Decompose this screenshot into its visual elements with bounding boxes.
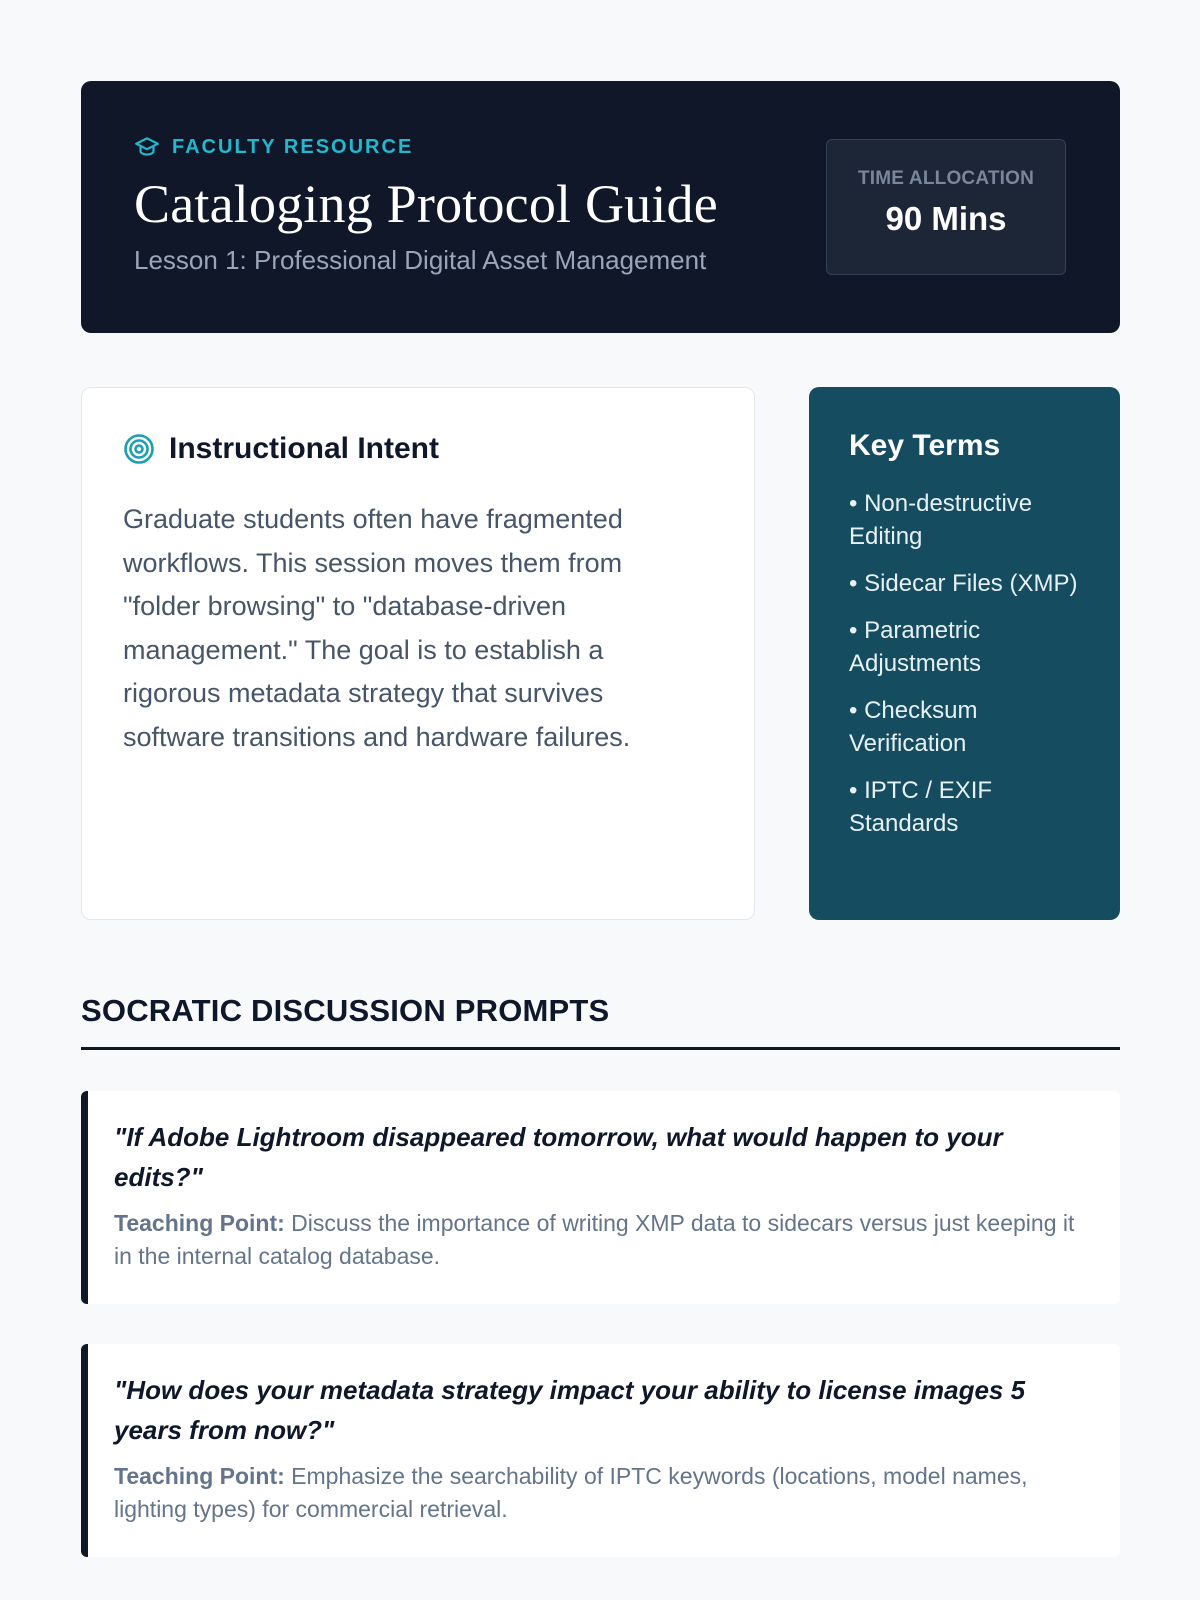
discussion-prompt-card bbox=[81, 1344, 1120, 1557]
key-term-item: • Sidecar Files (XMP) bbox=[849, 570, 1078, 597]
key-terms-title: Key Terms bbox=[849, 429, 1001, 462]
graduation-cap-icon bbox=[134, 134, 160, 160]
prompt-question: "If Adobe Lightroom disappeared tomorrow, what would happen to your edits?" bbox=[114, 1122, 1003, 1192]
header-banner bbox=[81, 81, 1120, 333]
instructional-intent-header bbox=[123, 432, 439, 466]
page-subtitle: Lesson 1: Professional Digital Asset Management bbox=[134, 245, 707, 275]
key-term-item: • IPTC / EXIF Standards bbox=[849, 777, 993, 837]
key-terms-card bbox=[809, 387, 1120, 920]
eyebrow bbox=[134, 134, 413, 160]
instructional-intent-card bbox=[81, 387, 755, 920]
time-allocation-value: 90 Mins bbox=[885, 200, 1007, 237]
instructional-intent-title: Instructional Intent bbox=[169, 432, 439, 465]
time-allocation-label: TIME ALLOCATION bbox=[857, 168, 1035, 189]
key-terms-list bbox=[849, 487, 1080, 840]
time-allocation-box bbox=[826, 139, 1066, 275]
teaching-point bbox=[114, 1460, 1094, 1526]
prompt-question: "How does your metadata strategy impact your ability to license images 5 years from now?" bbox=[114, 1375, 1026, 1445]
key-term-item: • Checksum Verification bbox=[849, 697, 978, 757]
teaching-point-text: Discuss the importance of writing XMP data to sidecars versus just keeping it in the internal catalog database. bbox=[114, 1210, 1075, 1269]
teaching-point-label: Teaching Point: bbox=[114, 1463, 285, 1489]
eyebrow-label: FACULTY RESOURCE bbox=[172, 135, 414, 158]
teaching-point-text: Emphasize the searchability of IPTC keywords (locations, model names, lighting types) for commercial retrieval. bbox=[114, 1463, 1028, 1522]
section-divider bbox=[81, 1047, 1120, 1050]
socratic-section-title: SOCRATIC DISCUSSION PROMPTS bbox=[81, 993, 610, 1028]
key-term-item: • Non-destructive Editing bbox=[849, 490, 1033, 550]
page bbox=[81, 81, 1120, 1522]
teaching-point bbox=[114, 1207, 1094, 1273]
instructional-intent-body: Graduate students often have fragmented workflows. This session moves them from "folder browsing" to "database-driven management." The goal is to establish a rigorous metadata strategy that survives software transitions and hardware failures. bbox=[123, 504, 631, 752]
target-icon bbox=[123, 433, 155, 465]
teaching-point-label: Teaching Point: bbox=[114, 1210, 285, 1236]
page-title: Cataloging Protocol Guide bbox=[134, 174, 718, 234]
overview-row bbox=[81, 387, 1120, 921]
discussion-prompt-card bbox=[81, 1091, 1120, 1304]
key-term-item: • Parametric Adjustments bbox=[849, 617, 982, 677]
